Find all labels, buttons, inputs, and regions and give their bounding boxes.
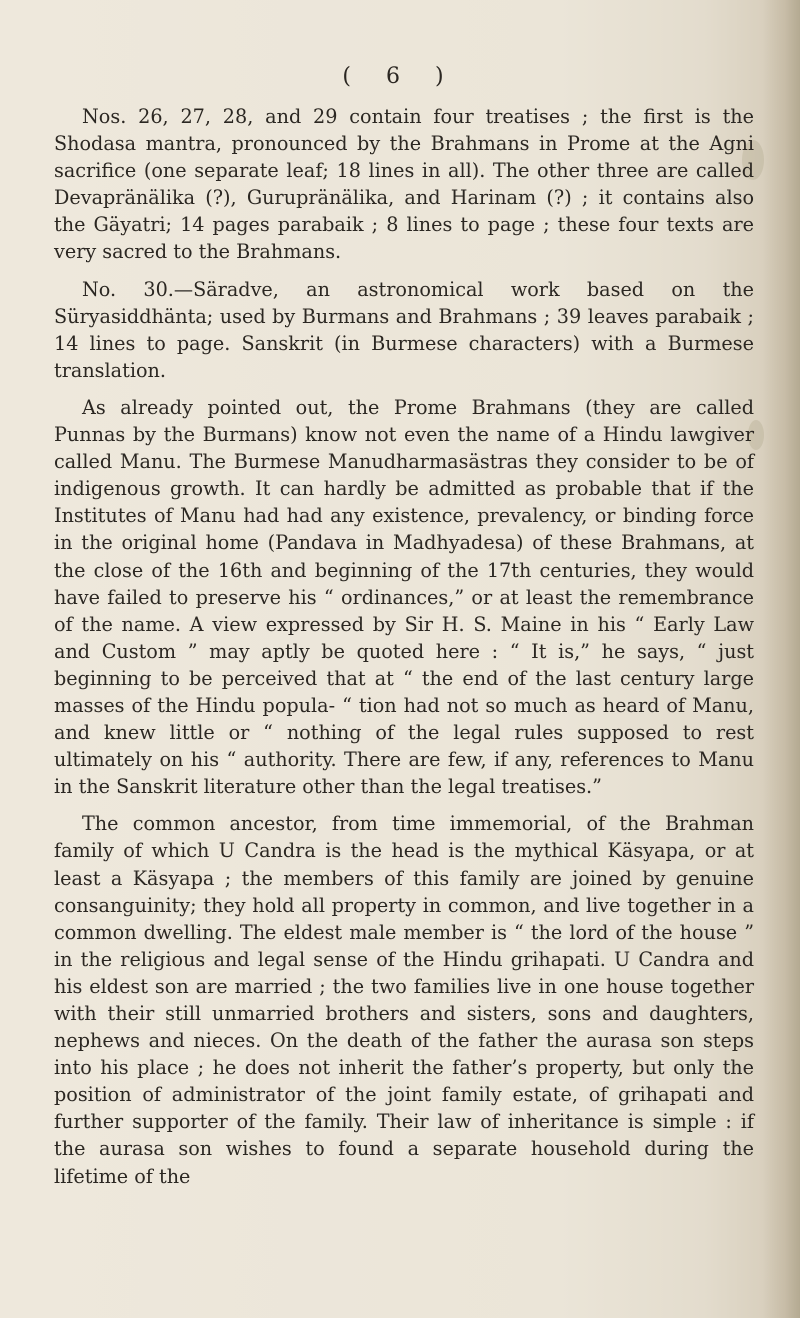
page-edge-shadow [762, 0, 800, 1318]
paragraph-nos-26-29: Nos. 26, 27, 28, and 29 contain four treatises ; the first is the Shodasa mantra, pronounced by the Brahmans in Prome at the Agni sacrifice (one separate leaf; 18 lines in all). The other three are called Devapränälika (?), Gurupränälika, and Harinam (?) ; it contains also the Gäyatri; 14 pages parabaik ; 8 lines to page ; these four texts are very sacred to the Brahmans. [54, 105, 754, 264]
paragraph-no-30: No. 30.—Säradve, an astronomical work based on the Süryasiddhänta; used by Burmans and Brahmans ; 39 leaves parabaik ; 14 lines to page. Sanskrit (in Burmese characters) with a Burmese translation. [54, 277, 754, 382]
paragraph-common-ancestor: The common ancestor, from time immemorial, of the Brahman family of which U Candra is the head is the mythical Käsyapa, or at least a Käsyapa ; the members of this family are joined by genuine consanguinity; they hold all property in common, and live together in a common dwelling. The eldest male member is “ the lord of the house ” in the religious and legal sense of the Hindu grihapati. U Candra and his eldest son are married ; the two families live in one house together with their still unmarried brothers and sisters, sons and daughters, nephews and nieces. On the death of the father the aurasa son steps into his place ; he does not inherit the father’s property, but only the position of administrator of the joint family estate, of grihapati and further supporter of the family. Their law of inheritance is simple : if the aurasa son wishes to found a separate household during the lifetime of the [54, 812, 754, 1188]
body-text [54, 103, 754, 1190]
paragraph-manu: As already pointed out, the Prome Brahmans (they are called Punnas by the Burmans) know not even the name of a Hindu lawgiver called Manu. The Burmese Manudharmasästras they consider to be of indigenous growth. It can hardly be admitted as probable that if the Institutes of Manu had had any existence, prevalency, or binding force in the original home (Pandava in Madhyadesa) of these Brahmans, at the close of the 16th and beginning of the 17th centuries, they would have failed to preserve his “ ordinances,” or at least the remembrance of the name. A view expressed by Sir H. S. Maine in his “ Early Law and Custom ” may aptly be quoted here : “ It is,” he says, “ just beginning to be perceived that at “ the end of the last century large masses of the Hindu popula- “ tion had not so much as heard of Manu, and knew little or “ nothing of the legal rules supposed to rest ultimately on his “ authority. There are few, if any, references to Manu in the Sanskrit literature other than the legal treatises.” [54, 395, 754, 799]
page-number: ( 6 ) [342, 64, 458, 89]
